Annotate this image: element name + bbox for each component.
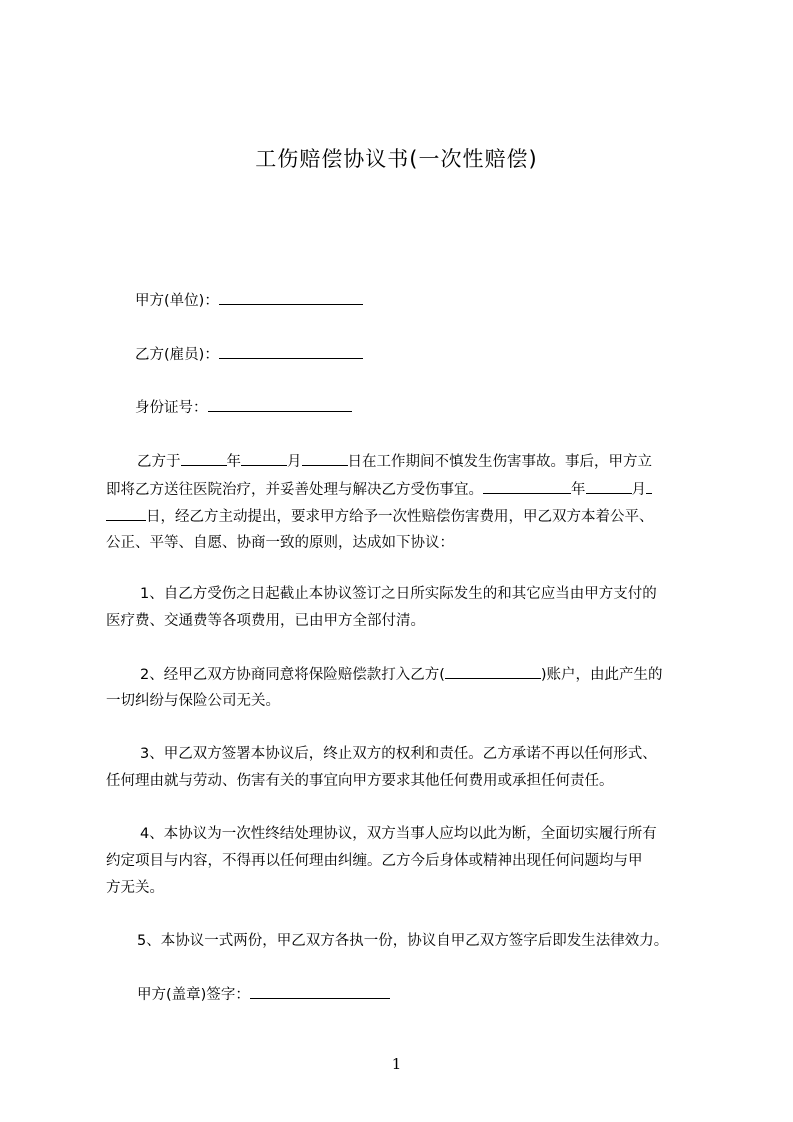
page-number: 1 bbox=[391, 1055, 402, 1073]
injury-year-blank[interactable] bbox=[181, 451, 227, 466]
signature-label: 甲方(盖章)签字： bbox=[137, 987, 250, 1003]
signature-blank[interactable] bbox=[250, 984, 390, 999]
id-number-blank[interactable] bbox=[208, 397, 352, 412]
injury-month-blank[interactable] bbox=[241, 451, 287, 466]
intro-text: 日在工作期间不慎发生伤害事故。事后，甲方立 bbox=[347, 454, 652, 470]
request-month-blank[interactable] bbox=[586, 479, 632, 494]
intro-text: 日，经乙方主动提出，要求甲方给予一次性赔偿伤害费用，甲乙双方本着公平、 bbox=[146, 509, 654, 525]
party-b-label: 乙方(雇员)： bbox=[135, 347, 219, 363]
intro-line-4: 公正、平等、自愿、协商一致的原则，达成如下协议： bbox=[106, 535, 454, 551]
intro-text: 即将乙方送往医院治疗，并妥善处理与解决乙方受伤事宜。 bbox=[106, 482, 483, 498]
intro-text: 乙方于 bbox=[137, 454, 181, 470]
injury-day-blank[interactable] bbox=[302, 451, 348, 466]
request-day-blank[interactable] bbox=[106, 506, 146, 521]
account-blank[interactable] bbox=[445, 664, 541, 679]
id-number-line bbox=[135, 397, 352, 418]
month-label: 月 bbox=[287, 454, 302, 470]
clause-1-line-2: 医疗费、交通费等各项费用，已由甲方全部付清。 bbox=[106, 613, 425, 629]
party-a-line bbox=[135, 290, 363, 311]
request-day-blank-start[interactable] bbox=[646, 479, 652, 494]
intro-line-2 bbox=[106, 479, 652, 500]
clause-2-text: )账户，由此产生的 bbox=[540, 667, 663, 683]
intro-line-3 bbox=[106, 506, 654, 527]
clause-5-line-1: 5、本协议一式两份，甲乙双方各执一份，协议自甲乙双方签字后即发生法律效力。 bbox=[137, 933, 669, 949]
clause-1-line-1: 1、自乙方受伤之日起截止本协议签订之日所实际发生的和其它应当由甲方支付的 bbox=[140, 586, 657, 602]
clause-4-line-3: 方无关。 bbox=[106, 880, 164, 896]
party-b-blank[interactable] bbox=[219, 344, 363, 359]
clause-3-line-1: 3、甲乙双方签署本协议后，终止双方的权利和责任。乙方承诺不再以任何形式、 bbox=[140, 746, 657, 762]
request-year-blank[interactable] bbox=[483, 479, 571, 494]
intro-line-1 bbox=[137, 451, 652, 472]
year-label: 年 bbox=[226, 454, 241, 470]
party-a-blank[interactable] bbox=[219, 290, 363, 305]
clause-4-line-1: 4、本协议为一次性终结处理协议，双方当事人应均以此为断，全面切实履行所有 bbox=[140, 826, 657, 842]
signature-line bbox=[137, 984, 390, 1005]
id-number-label: 身份证号： bbox=[135, 400, 208, 416]
party-a-label: 甲方(单位)： bbox=[135, 293, 219, 309]
clause-2-text: 2、经甲乙双方协商同意将保险赔偿款打入乙方( bbox=[140, 667, 445, 683]
clause-2-line-1 bbox=[140, 664, 663, 685]
document-title: 工伤赔偿协议书(一次性赔偿) bbox=[255, 147, 538, 171]
clause-4-line-2: 约定项目与内容，不得再以任何理由纠缠。乙方今后身体或精神出现任何问题均与甲 bbox=[106, 853, 643, 869]
clause-3-line-2: 任何理由就与劳动、伤害有关的事宜向甲方要求其他任何费用或承担任何责任。 bbox=[106, 773, 614, 789]
clause-2-line-2: 一切纠纷与保险公司无关。 bbox=[106, 693, 280, 709]
month-label: 月 bbox=[631, 482, 646, 498]
year-label: 年 bbox=[571, 482, 586, 498]
party-b-line bbox=[135, 344, 363, 365]
